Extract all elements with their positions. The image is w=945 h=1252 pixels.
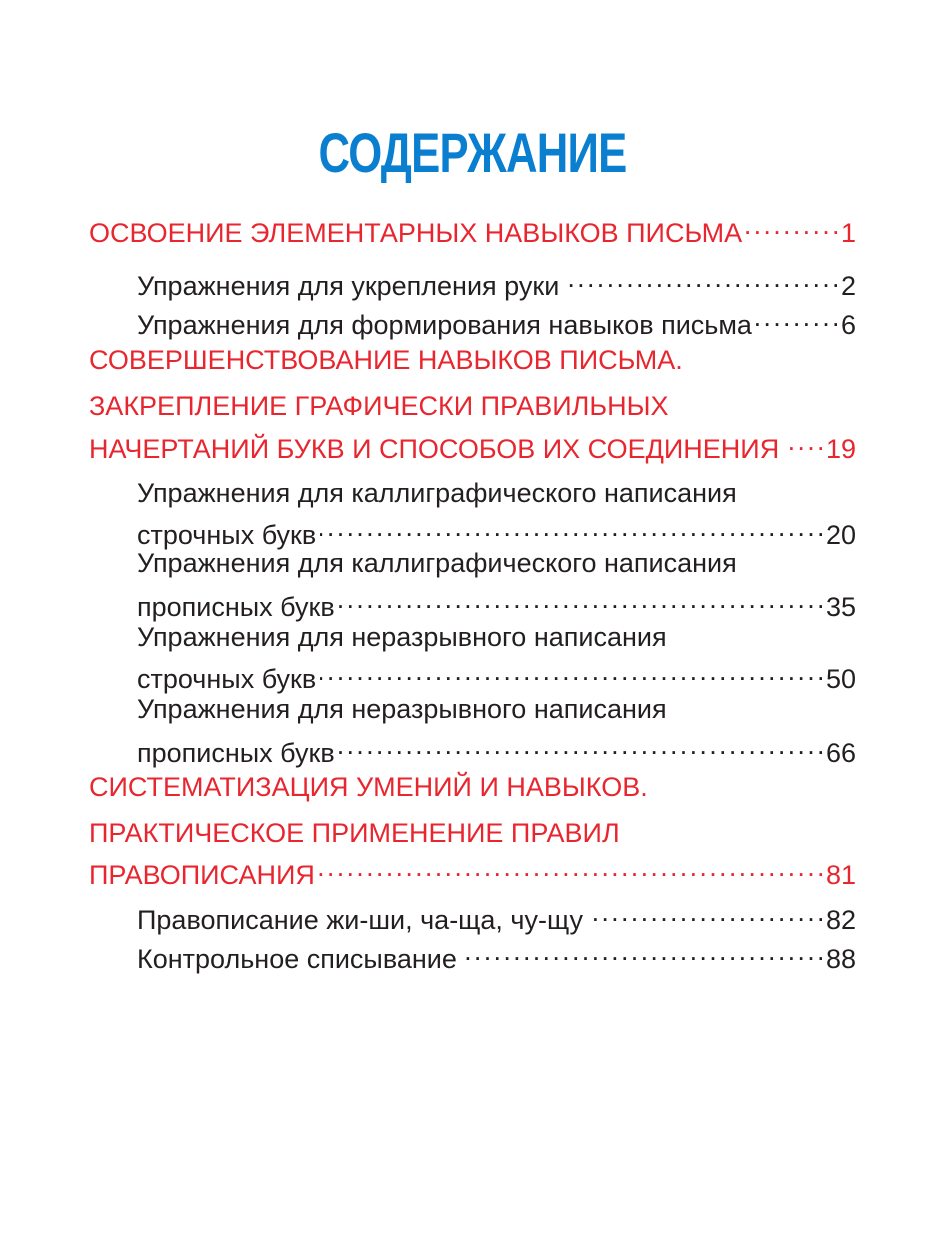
toc-page-number: 88 [825,944,856,974]
toc-subsection-line[interactable] [137,582,856,624]
dot-leader [587,895,822,929]
toc-entry-title: Упражнения для формирования навыков письма [137,310,752,340]
toc-page-number: 81 [825,860,856,890]
toc-entry-title: прописных букв [137,738,335,768]
toc-entry-title: СОВЕРШЕНСТВОВАНИЕ НАВЫКОВ ПИСЬМА. [89,345,683,375]
page-title: СОДЕРЖАНИЕ [318,121,627,184]
toc-entry-title: Упражнения для каллиграфического написания [137,548,737,578]
toc-page-number: 6 [840,310,856,340]
toc-section-line[interactable] [89,343,856,377]
dot-leader [783,424,822,458]
toc-subsection-line[interactable] [137,728,856,770]
toc-subsection-line[interactable] [137,895,856,937]
toc-subsection-line[interactable] [137,261,856,303]
toc-entry-title: ПРАКТИЧЕСКОЕ ПРИМЕНЕНИЕ ПРАВИЛ [89,818,620,848]
toc-entry-title: строчных букв [137,664,317,694]
toc-entry-title: ОСВОЕНИЕ ЭЛЕМЕНТАРНЫХ НАВЫКОВ ПИСЬМА [89,218,743,248]
toc-section-line[interactable] [89,208,856,250]
toc-page-number: 20 [825,520,856,550]
toc-entry-title: Правописание жи-ши, ча-ща, чу-щу [137,905,583,935]
toc-page-number: 82 [825,905,856,935]
dot-leader [320,654,822,688]
toc-section-line[interactable] [89,424,856,466]
toc-entry-title: Контрольное списывание [137,944,457,974]
toc-entry-title: строчных букв [137,520,317,550]
toc-subsection-line[interactable] [137,476,856,510]
dot-leader [339,728,822,762]
dot-leader [339,582,822,616]
dot-leader [756,300,837,334]
toc-page-number: 35 [825,592,856,622]
toc-page-number: 50 [825,664,856,694]
toc-page-number: 19 [825,434,856,464]
toc-subsection-line[interactable] [137,620,856,654]
dot-leader [461,934,822,968]
toc-entry-title: Упражнения для неразрывного написания [137,694,667,724]
toc-entry-title: СИСТЕМАТИЗАЦИЯ УМЕНИЙ И НАВЫКОВ. [89,772,648,802]
toc-subsection-line[interactable] [137,546,856,580]
toc-entry-title: Упражнения для укрепления руки [137,271,560,301]
toc-section-line[interactable] [89,816,856,850]
toc-entry-title: ПРАВОПИСАНИЯ [89,860,315,890]
toc-page-number: 66 [825,738,856,768]
dot-leader [563,261,837,295]
toc-section-line[interactable] [89,850,856,892]
dot-leader [319,850,822,884]
toc-entry-title: Упражнения для каллиграфического написания [137,478,737,508]
toc-entry-title: прописных букв [137,592,335,622]
toc-section-line[interactable] [89,770,856,804]
dot-leader [746,208,837,242]
toc-page-number: 2 [840,271,856,301]
toc-entry-title: ЗАКРЕПЛЕНИЕ ГРАФИЧЕСКИ ПРАВИЛЬНЫХ [89,391,669,421]
toc-section-line[interactable] [89,389,856,423]
toc-entry-title: НАЧЕРТАНИЙ БУКВ И СПОСОБОВ ИХ СОЕДИНЕНИЯ [89,434,780,464]
dot-leader [320,510,822,544]
toc-subsection-line[interactable] [137,692,856,726]
toc-subsection-line[interactable] [137,934,856,976]
toc-page-number: 1 [840,218,856,248]
toc-subsection-line[interactable] [137,654,856,696]
toc-subsection-line[interactable] [137,300,856,342]
toc-entry-title: Упражнения для неразрывного написания [137,622,667,652]
